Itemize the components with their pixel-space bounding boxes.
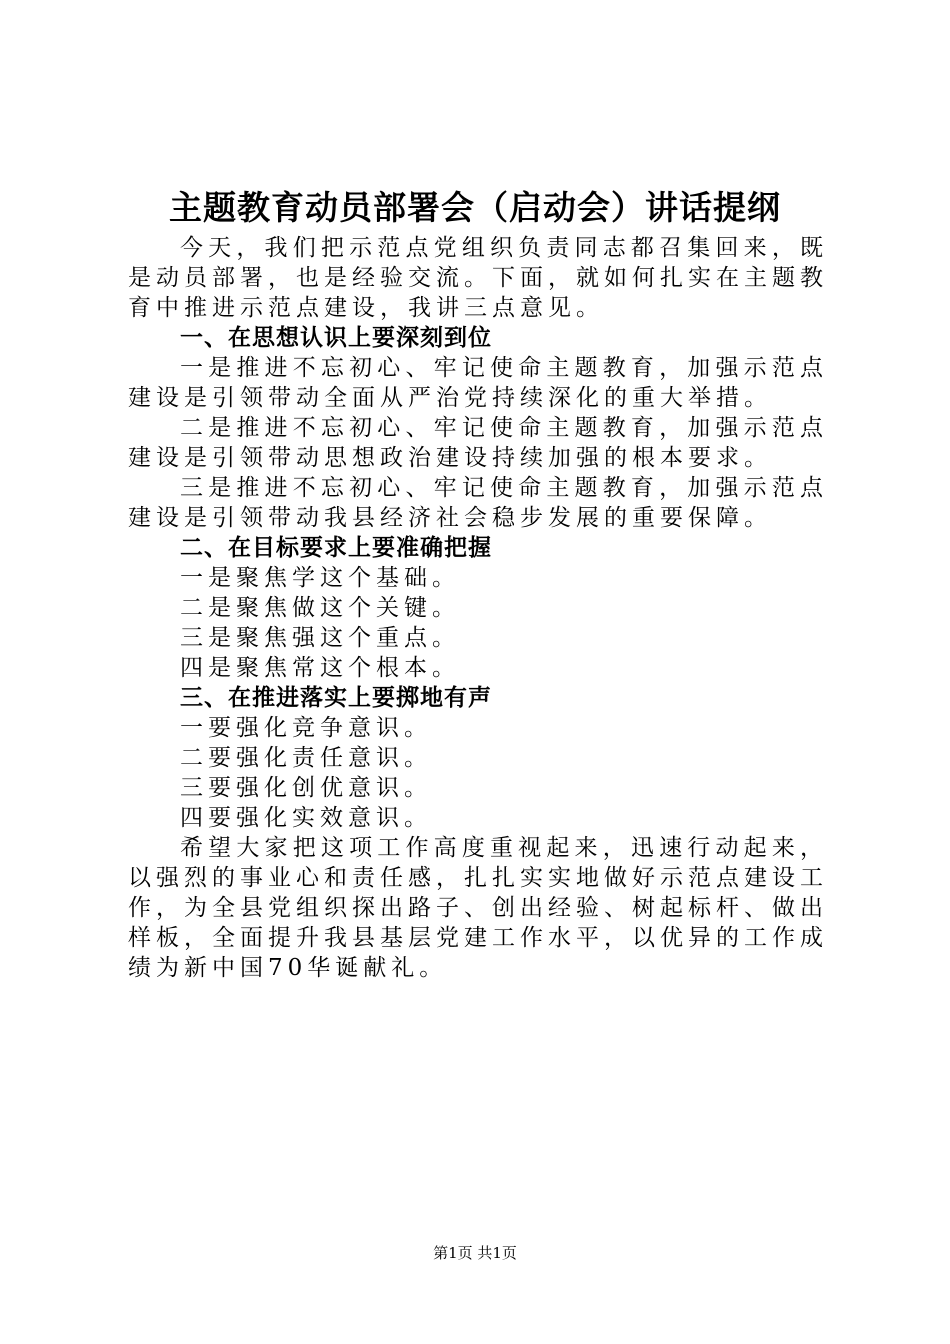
section-heading-2: 二、在目标要求上要准确把握 bbox=[180, 535, 492, 561]
section-heading-1: 一、在思想认识上要深刻到位 bbox=[180, 325, 492, 351]
section-3-item-3: 三要强化创优意识。 bbox=[180, 775, 432, 801]
section-3-item-4: 四要强化实效意识。 bbox=[180, 805, 432, 831]
section-1-item-2: 二是推进不忘初心、牢记使命主题教育，加强示范点建设是引领带动思想政治建设持续加强的根本要求。 bbox=[128, 415, 828, 471]
section-2-item-2: 二是聚焦做这个关键。 bbox=[180, 595, 460, 621]
section-3-item-2: 二要强化责任意识。 bbox=[180, 745, 432, 771]
section-1-item-1: 一是推进不忘初心、牢记使命主题教育，加强示范点建设是引领带动全面从严治党持续深化的重大举措。 bbox=[128, 355, 828, 411]
document-title: 主题教育动员部署会（启动会）讲话提纲 bbox=[169, 188, 781, 227]
document-body bbox=[128, 233, 828, 983]
section-2-item-3: 三是聚焦强这个重点。 bbox=[180, 625, 460, 651]
section-3-item-1: 一要强化竞争意识。 bbox=[180, 715, 432, 741]
section-2-item-1: 一是聚焦学这个基础。 bbox=[180, 565, 460, 591]
intro-paragraph: 今天，我们把示范点党组织负责同志都召集回来，既是动员部署，也是经验交流。下面，就如何扎实在主题教育中推进示范点建设，我讲三点意见。 bbox=[128, 235, 828, 321]
section-heading-3: 三、在推进落实上要掷地有声 bbox=[180, 685, 492, 711]
closing-paragraph: 希望大家把这项工作高度重视起来，迅速行动起来，以强烈的事业心和责任感，扎扎实实地做好示范点建设工作，为全县党组织探出路子、创出经验、树起标杆、做出样板，全面提升我县基层党建工作水平，以优异的工作成绩为新中国70华诞献礼。 bbox=[128, 835, 828, 981]
page-number-footer: 第1页 共1页 bbox=[433, 1244, 517, 1262]
section-2-item-4: 四是聚焦常这个根本。 bbox=[180, 655, 460, 681]
section-1-item-3: 三是推进不忘初心、牢记使命主题教育，加强示范点建设是引领带动我县经济社会稳步发展的重要保障。 bbox=[128, 475, 828, 531]
